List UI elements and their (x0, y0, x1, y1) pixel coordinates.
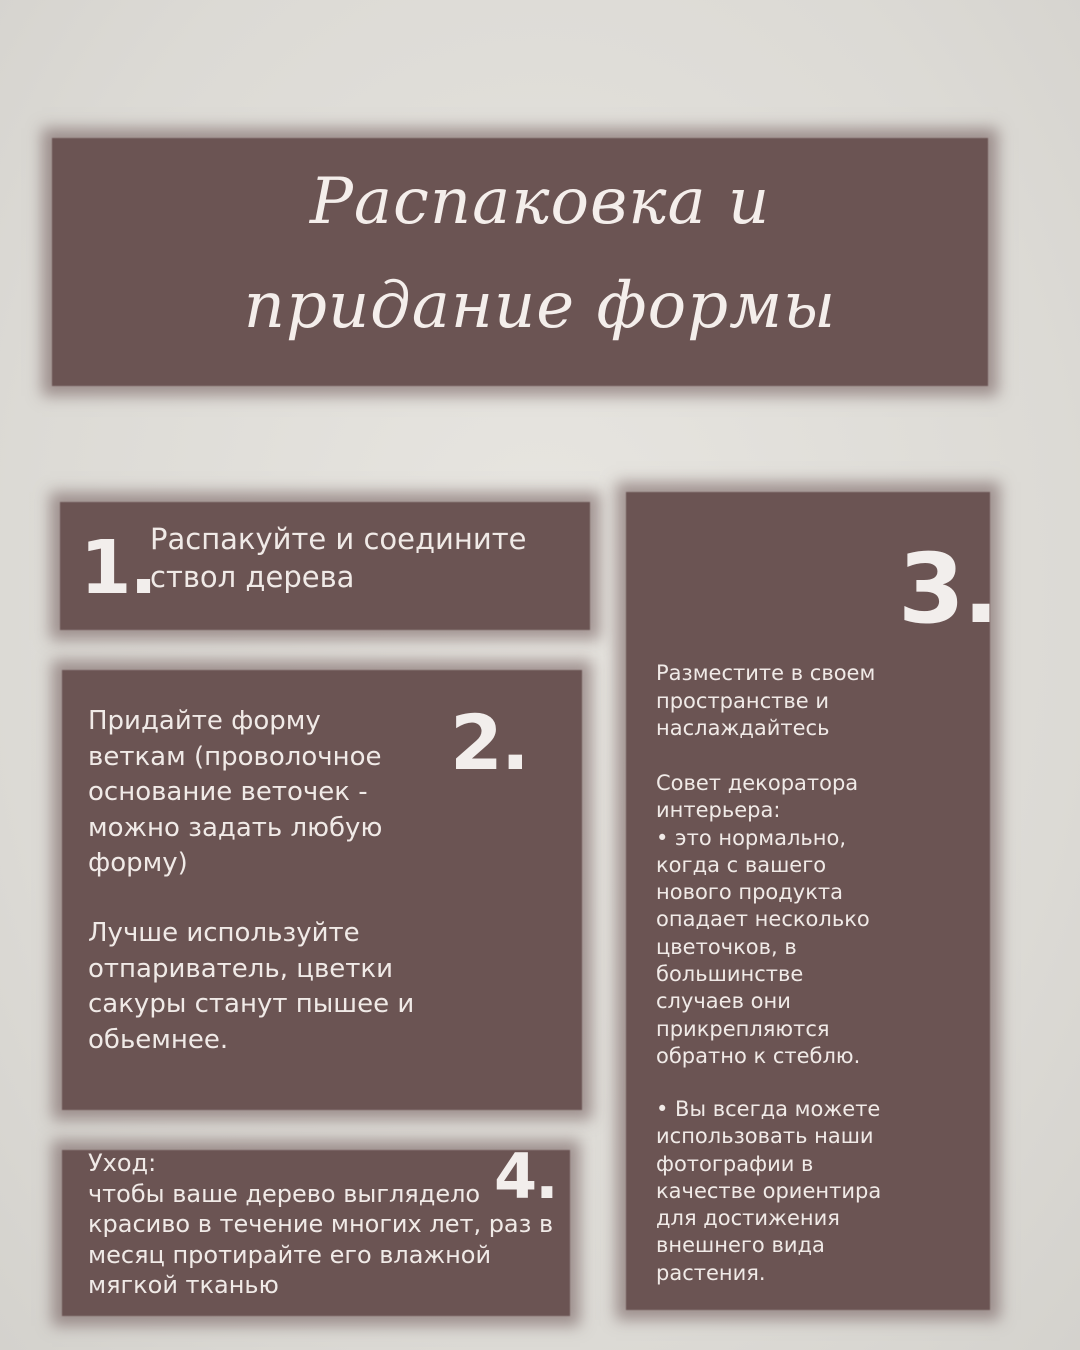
step-4-text: Уход: чтобы ваше дерево выглядело красиво в течение многих лет, раз в месяц протирайте его влажной мягкой тканью (88, 1149, 554, 1299)
step-3-tip-2: • Вы всегда можете использовать наши фотографии в качестве ориентира для достижения внешнего вида растения. (656, 1097, 882, 1285)
step-3-tip: Совет декоратора интерьера: • это нормально, когда с вашего нового продукта опадает несколько цветочков, в большинстве случаев они прикрепляются обратно к стеблю. (656, 771, 870, 1068)
page-title-line-2: придание формы (243, 269, 837, 343)
step-3-number: 3. (898, 533, 998, 645)
step-2-text: Придайте форму веткам (проволочное основание веточек - можно задать любую форму) (88, 706, 383, 878)
step-2-number: 2. (450, 698, 528, 787)
step-1-number: 1. (80, 525, 156, 611)
step-2-note: Лучше используйте отпариватель, цветки сакуры станут пышее и обьемнее. (88, 918, 415, 1055)
step-1-text: Распакуйте и соедините ствол дерева (150, 522, 527, 594)
step-3-text: Разместите в своем пространстве и наслаждайтесь (656, 661, 876, 740)
step-4-number: 4. (494, 1140, 557, 1213)
page-title-line-1: Распаковка и (309, 165, 771, 239)
